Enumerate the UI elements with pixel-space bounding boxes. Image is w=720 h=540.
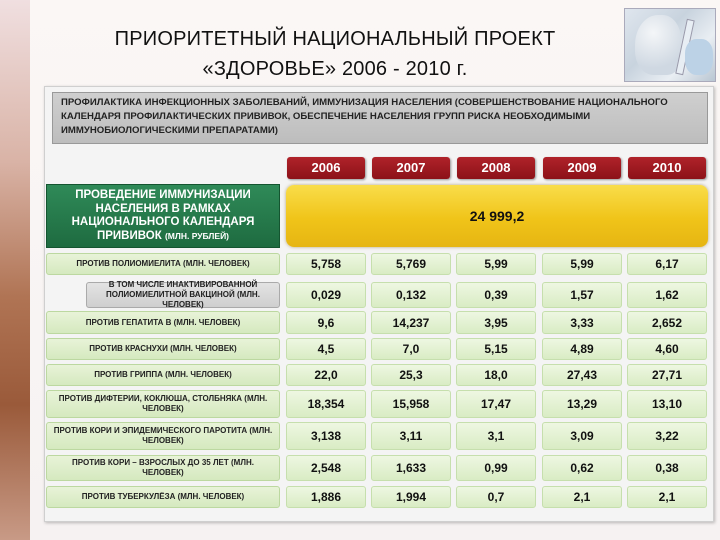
row-value-2006: 3,138 bbox=[286, 422, 366, 450]
row-value-2007: 0,132 bbox=[371, 282, 451, 308]
row-value-2009: 4,89 bbox=[542, 338, 622, 360]
row-value-2010: 2,652 bbox=[627, 311, 707, 334]
row-value-2008: 0,7 bbox=[456, 486, 536, 508]
row-value-2008: 18,0 bbox=[456, 364, 536, 386]
year-header-2008: 2008 bbox=[457, 157, 535, 179]
row-value-2009: 3,33 bbox=[542, 311, 622, 334]
row-value-2006: 5,758 bbox=[286, 253, 366, 275]
immunization-label-box bbox=[46, 184, 280, 248]
table-header-box: ПРОФИЛАКТИКА ИНФЕКЦИОННЫХ ЗАБОЛЕВАНИЙ, ИММУНИЗАЦИЯ НАСЕЛЕНИЯ (СОВЕРШЕНСТВОВАНИЕ НАЦИОНАЛЬНОГО КАЛЕНДАРЯ ПРОФИЛАКТИЧЕСКИХ ПРИВИВОК, ОБЕСПЕЧЕНИЕ НАСЕЛЕНИЯ ГРУПП РИСКА НЕОБХОДИМЫМИ ИММУНОБИОЛОГИЧЕСКИМИ ПРЕПАРАТАМИ) bbox=[52, 92, 708, 144]
row-value-2008: 0,99 bbox=[456, 455, 536, 481]
row-value-2008: 17,47 bbox=[456, 390, 536, 418]
row-value-2008: 3,95 bbox=[456, 311, 536, 334]
row-label: В ТОМ ЧИСЛЕ ИНАКТИВИРОВАННОЙ ПОЛИОМИЕЛИТНОЙ ВАКЦИНОЙ (МЛН. ЧЕЛОВЕК) bbox=[86, 282, 280, 308]
row-value-2006: 2,548 bbox=[286, 455, 366, 481]
row-label: ПРОТИВ ГРИППА (МЛН. ЧЕЛОВЕК) bbox=[46, 364, 280, 386]
row-value-2007: 3,11 bbox=[371, 422, 451, 450]
row-value-2006: 4,5 bbox=[286, 338, 366, 360]
year-header-2007: 2007 bbox=[372, 157, 450, 179]
row-label: ПРОТИВ ДИФТЕРИИ, КОКЛЮША, СТОЛБНЯКА (МЛН. ЧЕЛОВЕК) bbox=[46, 390, 280, 418]
row-label: ПРОТИВ КОРИ – ВЗРОСЛЫХ ДО 35 ЛЕТ (МЛН. ЧЕЛОВЕК) bbox=[46, 455, 280, 481]
row-value-2009: 1,57 bbox=[542, 282, 622, 308]
row-value-2010: 1,62 bbox=[627, 282, 707, 308]
immunization-unit: (МЛН. РУБЛЕЙ) bbox=[164, 230, 230, 241]
row-value-2009: 2,1 bbox=[542, 486, 622, 508]
row-value-2010: 13,10 bbox=[627, 390, 707, 418]
row-label: ПРОТИВ ГЕПАТИТА В (МЛН. ЧЕЛОВЕК) bbox=[46, 311, 280, 334]
left-decor-strip bbox=[0, 0, 30, 540]
row-value-2007: 14,237 bbox=[371, 311, 451, 334]
row-value-2008: 5,99 bbox=[456, 253, 536, 275]
immunization-total-box bbox=[286, 185, 708, 247]
title-line-2: «ЗДОРОВЬЕ» 2006 - 2010 г. bbox=[202, 58, 468, 80]
row-value-2006: 1,886 bbox=[286, 486, 366, 508]
row-value-2009: 5,99 bbox=[542, 253, 622, 275]
row-value-2008: 0,39 bbox=[456, 282, 536, 308]
row-label: ПРОТИВ КРАСНУХИ (МЛН. ЧЕЛОВЕК) bbox=[46, 338, 280, 360]
row-value-2010: 0,38 bbox=[627, 455, 707, 481]
row-value-2006: 22,0 bbox=[286, 364, 366, 386]
slide-title bbox=[40, 24, 630, 84]
row-value-2007: 15,958 bbox=[371, 390, 451, 418]
photo-hand-shape bbox=[635, 15, 681, 75]
row-value-2007: 1,633 bbox=[371, 455, 451, 481]
row-value-2008: 3,1 bbox=[456, 422, 536, 450]
row-value-2010: 3,22 bbox=[627, 422, 707, 450]
row-value-2009: 3,09 bbox=[542, 422, 622, 450]
row-label: ПРОТИВ КОРИ И ЭПИДЕМИЧЕСКОГО ПАРОТИТА (МЛН. ЧЕЛОВЕК) bbox=[46, 422, 280, 450]
row-value-2010: 4,60 bbox=[627, 338, 707, 360]
row-label: ПРОТИВ ТУБЕРКУЛЁЗА (МЛН. ЧЕЛОВЕК) bbox=[46, 486, 280, 508]
row-value-2007: 7,0 bbox=[371, 338, 451, 360]
row-value-2006: 0,029 bbox=[286, 282, 366, 308]
photo-glove-shape bbox=[685, 39, 713, 75]
row-value-2010: 27,71 bbox=[627, 364, 707, 386]
row-label: ПРОТИВ ПОЛИОМИЕЛИТА (МЛН. ЧЕЛОВЕК) bbox=[46, 253, 280, 275]
immunization-label: ПРОВЕДЕНИЕ ИММУНИЗАЦИИ НАСЕЛЕНИЯ В РАМКАХ НАЦИОНАЛЬНОГО КАЛЕНДАРЯ ПРИВИВОК bbox=[71, 189, 255, 242]
year-header-2010: 2010 bbox=[628, 157, 706, 179]
row-value-2010: 6,17 bbox=[627, 253, 707, 275]
row-value-2008: 5,15 bbox=[456, 338, 536, 360]
row-value-2009: 13,29 bbox=[542, 390, 622, 418]
row-value-2007: 25,3 bbox=[371, 364, 451, 386]
row-value-2009: 27,43 bbox=[542, 364, 622, 386]
row-value-2007: 1,994 bbox=[371, 486, 451, 508]
year-header-2009: 2009 bbox=[543, 157, 621, 179]
row-value-2007: 5,769 bbox=[371, 253, 451, 275]
immunization-total: 24 999,2 bbox=[469, 208, 525, 224]
year-header-2006: 2006 bbox=[287, 157, 365, 179]
row-value-2006: 18,354 bbox=[286, 390, 366, 418]
row-value-2009: 0,62 bbox=[542, 455, 622, 481]
row-value-2010: 2,1 bbox=[627, 486, 707, 508]
title-line-1: ПРИОРИТЕТНЫЙ НАЦИОНАЛЬНЫЙ ПРОЕКТ bbox=[114, 28, 556, 50]
medical-photo-image bbox=[624, 8, 716, 82]
row-value-2006: 9,6 bbox=[286, 311, 366, 334]
